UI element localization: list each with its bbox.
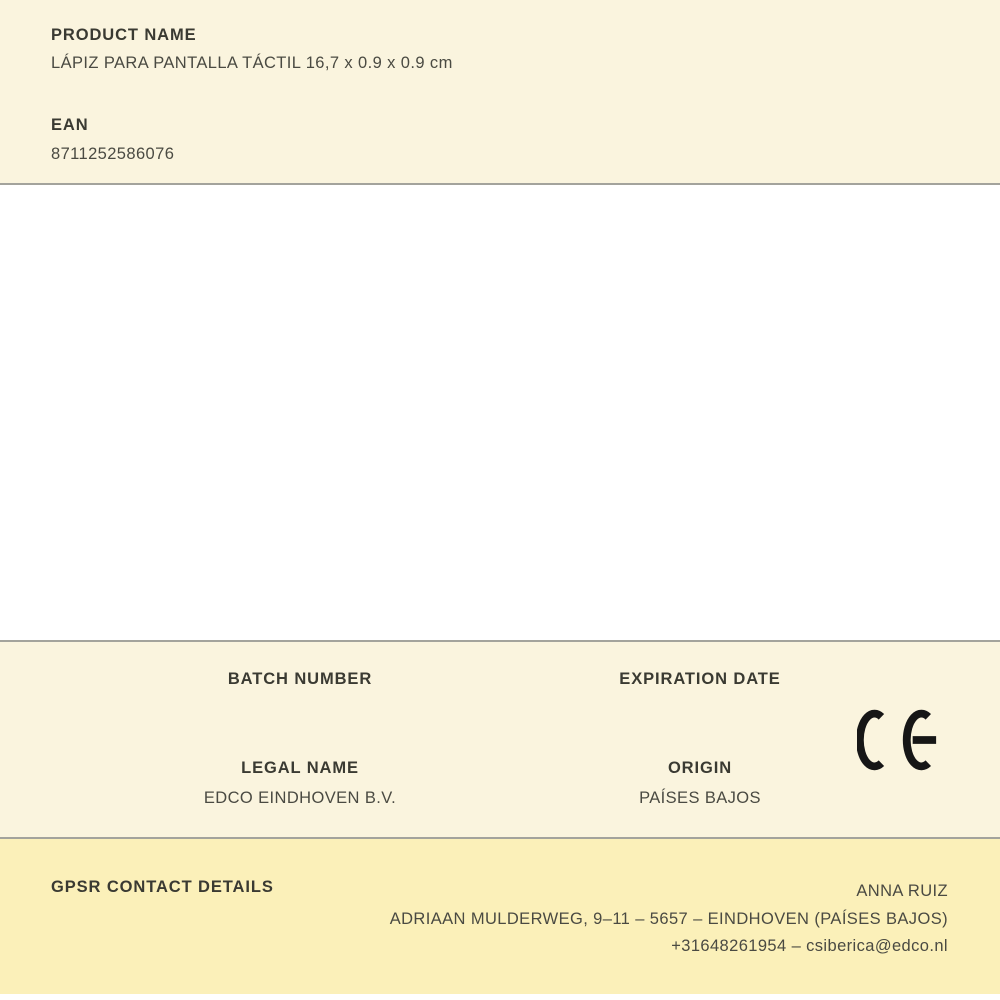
gpsr-contact-block: [390, 878, 948, 961]
origin-label: ORIGIN: [667, 759, 733, 777]
gpsr-contact-address: ADRIAAN MULDERWEG, 9–11 – 5657 – EINDHOVEN (PAÍSES BAJOS): [389, 909, 948, 928]
batch-number-label: BATCH NUMBER: [227, 670, 373, 688]
ean-value: 8711252586076: [51, 145, 175, 163]
product-info-section: [0, 0, 1000, 185]
legal-name-label: LEGAL NAME: [241, 759, 359, 777]
ce-mark-icon: [857, 708, 941, 772]
product-name-label: PRODUCT NAME: [51, 26, 197, 44]
blank-middle-area: [0, 185, 1000, 642]
gpsr-contact-section: [0, 839, 1000, 994]
details-section: [0, 642, 1000, 839]
legal-name-value: EDCO EINDHOVEN B.V.: [203, 789, 397, 807]
ean-label: EAN: [51, 116, 89, 134]
origin-value: PAÍSES BAJOS: [639, 789, 761, 807]
gpsr-contact-phone-email: +31648261954 – csiberica@edco.nl: [671, 937, 948, 955]
expiration-date-label: EXPIRATION DATE: [619, 670, 781, 688]
gpsr-contact-details-label: GPSR CONTACT DETAILS: [51, 878, 274, 896]
gpsr-contact-name: ANNA RUIZ: [856, 882, 948, 900]
product-name-value: LÁPIZ PARA PANTALLA TÁCTIL 16,7 x 0.9 x 0.9 cm: [51, 54, 453, 72]
